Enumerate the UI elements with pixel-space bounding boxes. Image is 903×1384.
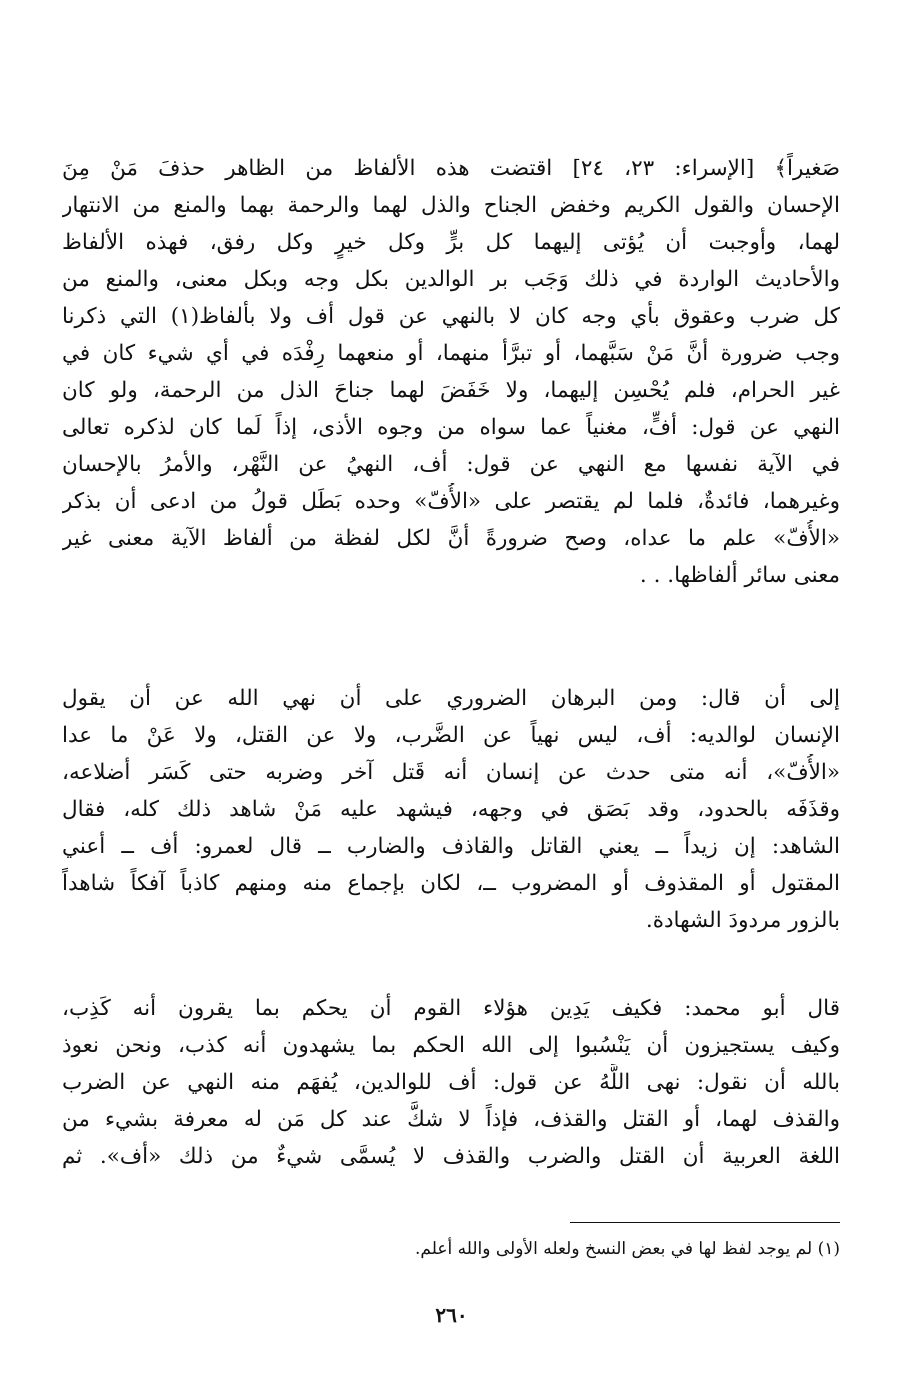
text-line: وكيف يستجيزون أن يَنْسُبوا إلى الله الحكم بما يشهدون أنه كذب، ونحن نعوذ: [62, 1033, 840, 1058]
footnote: (١) لم يوجد لفظ لها في بعض النسخ ولعله الأولى والله أعلم.: [414, 1239, 840, 1259]
text-line: غير الحرام، فلم يُحْسِن إليهما، ولا خَفَضَ لهما جناحَ الذل من الرحمة، ولو كان: [62, 378, 840, 403]
page-number: ٢٦٠: [435, 1303, 468, 1327]
footnote-divider: [570, 1222, 840, 1223]
text-line: وجب ضرورة أنَّ مَنْ سَبَّهما، أو تبرَّأ منهما، أو منعهما رِفْدَه في أي شيء كان في: [62, 341, 840, 366]
text-line: في الآية نفسها مع النهي عن قول: أف، النهيُ عن النَّهْر، والأمرُ بالإحسان: [62, 452, 840, 477]
text-line: قال أبو محمد: فكيف يَدِين هؤلاء القوم أن يحكم بما يقرون أنه كَذِب،: [62, 996, 840, 1021]
paragraph-2: [62, 680, 840, 939]
text-line: والأحاديث الواردة في ذلك وَجَب بر الوالدين بكل وجه وبكل معنى، والمنع من: [62, 267, 840, 292]
text-line: كل ضرب وعقوق بأي وجه كان لا بالنهي عن قول أف ولا بألفاظ(١) التي ذكرنا: [62, 304, 840, 329]
text-line: «الأُفّ»، أنه متى حدث عن إنسان أنه قَتل آخر وضربه حتى كَسَر أضلاعه،: [62, 760, 840, 785]
text-line: وغيرهما، فائدةٌ، فلما لم يقتصر على «الأُفّ» وحده بَطَل قولُ من ادعى أن بذكر: [62, 489, 840, 514]
text-line: الإحسان والقول الكريم وخفض الجناح والذل لهما والرحمة بهما والمنع من الانتهار: [62, 193, 840, 218]
text-line: بالله أن نقول: نهى اللَّهُ عن قول: أف للوالدين، يُفهَم منه النهي عن الضرب: [62, 1070, 840, 1095]
text-line: لهما، وأوجبت أن يُؤتى إليهما كل برٍّ وكل خيرٍ وكل رفق، فهذه الألفاظ: [62, 230, 840, 255]
paragraph-1: [62, 150, 840, 594]
text-line: إلى أن قال: ومن البرهان الضروري على أن نهي الله عن أن يقول: [62, 686, 840, 711]
text-line: اللغة العربية أن القتل والضرب والقذف لا يُسمَّى شيءٌ من ذلك «أف». ثم: [62, 1144, 840, 1169]
text-line: الشاهد: إن زيداً ــ يعني القاتل والقاذف والضارب ــ قال لعمرو: أف ــ أعني: [62, 834, 840, 859]
text-line: النهي عن قول: أفٍّ، مغنياً عما سواه من وجوه الأذى، إذاً لَما كان لذكره تعالى: [62, 415, 840, 440]
paragraph-3: [62, 990, 840, 1175]
text-line: الإنسان لوالديه: أف، ليس نهياً عن الضَّرب، ولا عن القتل، ولا عَنْ ما عدا: [62, 723, 840, 748]
text-line: المقتول أو المقذوف أو المضروب ــ، لكان بإجماع منه ومنهم كاذباً آفكاً شاهداً: [62, 871, 840, 896]
text-line: صَغيراً﴾ [الإسراء: ٢٣، ٢٤] اقتضت هذه الألفاظ من الظاهر حذفَ مَنْ مِنَ: [62, 156, 840, 181]
text-line: بالزور مردودَ الشهادة.: [645, 908, 840, 933]
text-line: «الأُفّ» علم ما عداه، وصح ضرورةً أنَّ لكل لفظة من ألفاظ الآية معنى غير: [62, 526, 840, 551]
text-line: وقذَفَه بالحدود، وقد بَصَق في وجهه، فيشهد عليه مَنْ شاهد ذلك كله، فقال: [62, 797, 840, 822]
text-line: معنى سائر ألفاظها. . .: [639, 563, 840, 588]
text-line: والقذف لهما، أو القتل والقذف، فإذاً لا شكَّ عند كل مَن له معرفة بشيء من: [62, 1107, 840, 1132]
